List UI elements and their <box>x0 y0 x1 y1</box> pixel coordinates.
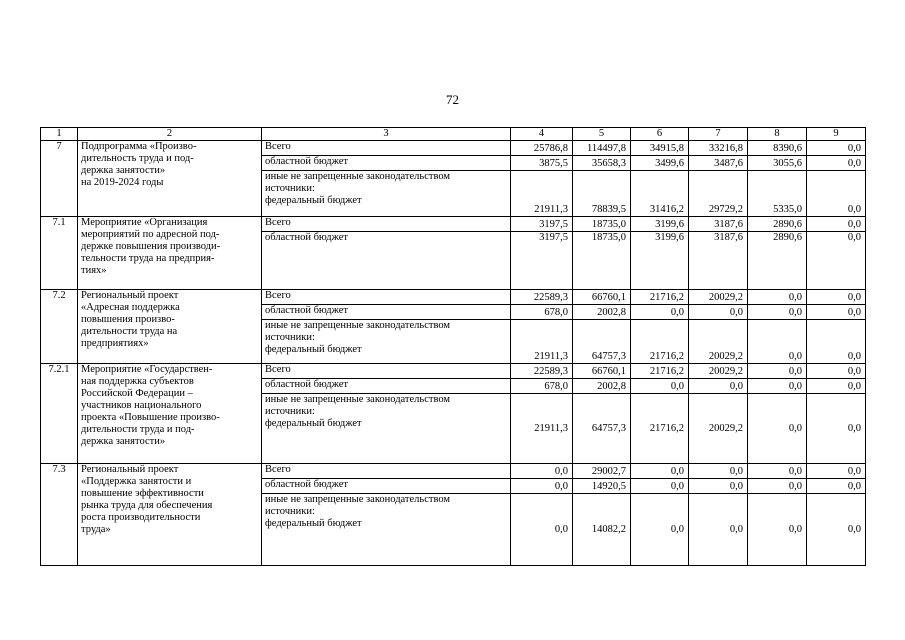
table-row <box>41 364 866 379</box>
value-cell: 21911,3 <box>511 320 573 364</box>
value-cell: 678,0 <box>511 305 573 320</box>
value-cell: 66760,1 <box>573 290 631 305</box>
header-cell: 5 <box>573 128 631 141</box>
value-cell: 64757,3 <box>573 394 631 464</box>
row-code: 7.1 <box>41 217 78 290</box>
value-cell: 0,0 <box>748 320 807 364</box>
value-cell: 0,0 <box>807 320 866 364</box>
funding-source: Всего <box>262 290 511 305</box>
value-cell: 21911,3 <box>511 171 573 217</box>
table-row <box>41 141 866 156</box>
value-cell: 678,0 <box>511 379 573 394</box>
value-cell: 3199,6 <box>631 232 689 290</box>
value-cell: 0,0 <box>689 494 748 566</box>
table-row <box>41 290 866 305</box>
value-cell: 0,0 <box>631 379 689 394</box>
header-cell: 8 <box>748 128 807 141</box>
value-cell: 3055,6 <box>748 156 807 171</box>
funding-source: Всего <box>262 217 511 232</box>
funding-source: областной бюджет <box>262 305 511 320</box>
value-cell: 0,0 <box>511 464 573 479</box>
value-cell: 29729,2 <box>689 171 748 217</box>
value-cell: 114497,8 <box>573 141 631 156</box>
value-cell: 0,0 <box>807 305 866 320</box>
header-cell: 2 <box>78 128 262 141</box>
value-cell: 0,0 <box>631 464 689 479</box>
funding-source: областной бюджет <box>262 479 511 494</box>
funding-source: областной бюджет <box>262 379 511 394</box>
table-row <box>41 464 866 479</box>
value-cell: 0,0 <box>807 156 866 171</box>
funding-source: Всего <box>262 464 511 479</box>
value-cell: 0,0 <box>807 217 866 232</box>
value-cell: 21716,2 <box>631 320 689 364</box>
value-cell: 20029,2 <box>689 394 748 464</box>
row-name: Мероприятие «Организация мероприятий по адресной под- держке повышения производи- тельности труда на предприя- тиях» <box>78 217 262 290</box>
header-cell: 4 <box>511 128 573 141</box>
value-cell: 3499,6 <box>631 156 689 171</box>
table-row <box>41 217 866 232</box>
value-cell: 78839,5 <box>573 171 631 217</box>
funding-source: Всего <box>262 364 511 379</box>
value-cell: 0,0 <box>631 479 689 494</box>
value-cell: 2890,6 <box>748 232 807 290</box>
row-name: Региональный проект «Поддержка занятости и повышение эффективности рынка труда для обеспечения роста производительности труда» <box>78 464 262 566</box>
value-cell: 21716,2 <box>631 364 689 379</box>
header-cell: 9 <box>807 128 866 141</box>
row-name: Мероприятие «Государствен- ная поддержка субъектов Российской Федерации – участников национального проекта «Повышение произво- дительности труда и под- держка занятости» <box>78 364 262 464</box>
value-cell: 2002,8 <box>573 379 631 394</box>
value-cell: 18735,0 <box>573 232 631 290</box>
value-cell: 0,0 <box>807 394 866 464</box>
value-cell: 0,0 <box>631 494 689 566</box>
funding-source: Всего <box>262 141 511 156</box>
funding-source: иные не запрещенные законодательством источники: федеральный бюджет <box>262 394 511 464</box>
value-cell: 66760,1 <box>573 364 631 379</box>
funding-source: иные не запрещенные законодательством источники: федеральный бюджет <box>262 494 511 566</box>
value-cell: 0,0 <box>748 290 807 305</box>
row-code: 7.2.1 <box>41 364 78 464</box>
header-cell: 1 <box>41 128 78 141</box>
budget-table <box>40 127 866 566</box>
value-cell: 0,0 <box>748 479 807 494</box>
value-cell: 20029,2 <box>689 364 748 379</box>
value-cell: 0,0 <box>807 232 866 290</box>
page-number: 72 <box>446 92 459 107</box>
value-cell: 14082,2 <box>573 494 631 566</box>
value-cell: 25786,8 <box>511 141 573 156</box>
value-cell: 21911,3 <box>511 394 573 464</box>
value-cell: 0,0 <box>748 305 807 320</box>
funding-source: областной бюджет <box>262 232 511 290</box>
value-cell: 8390,6 <box>748 141 807 156</box>
value-cell: 21716,2 <box>631 290 689 305</box>
value-cell: 3197,5 <box>511 232 573 290</box>
value-cell: 0,0 <box>689 379 748 394</box>
value-cell: 0,0 <box>807 364 866 379</box>
row-code: 7.3 <box>41 464 78 566</box>
value-cell: 0,0 <box>748 379 807 394</box>
value-cell: 31416,2 <box>631 171 689 217</box>
value-cell: 34915,8 <box>631 141 689 156</box>
value-cell: 0,0 <box>689 305 748 320</box>
value-cell: 0,0 <box>748 464 807 479</box>
funding-source: иные не запрещенные законодательством источники: федеральный бюджет <box>262 171 511 217</box>
row-code: 7 <box>41 141 78 217</box>
value-cell: 0,0 <box>511 494 573 566</box>
header-cell: 3 <box>262 128 511 141</box>
header-row <box>41 128 866 141</box>
row-code: 7.2 <box>41 290 78 364</box>
value-cell: 64757,3 <box>573 320 631 364</box>
value-cell: 3187,6 <box>689 232 748 290</box>
value-cell: 2890,6 <box>748 217 807 232</box>
value-cell: 0,0 <box>631 305 689 320</box>
value-cell: 0,0 <box>748 364 807 379</box>
value-cell: 0,0 <box>807 494 866 566</box>
value-cell: 29002,7 <box>573 464 631 479</box>
value-cell: 0,0 <box>807 464 866 479</box>
value-cell: 22589,3 <box>511 364 573 379</box>
value-cell: 0,0 <box>807 171 866 217</box>
value-cell: 0,0 <box>748 494 807 566</box>
value-cell: 0,0 <box>807 379 866 394</box>
value-cell: 0,0 <box>689 464 748 479</box>
value-cell: 3875,5 <box>511 156 573 171</box>
value-cell: 0,0 <box>511 479 573 494</box>
value-cell: 0,0 <box>689 479 748 494</box>
value-cell: 14920,5 <box>573 479 631 494</box>
value-cell: 5335,0 <box>748 171 807 217</box>
value-cell: 21716,2 <box>631 394 689 464</box>
row-name: Региональный проект «Адресная поддержка повышения произво- дительности труда на предприятиях» <box>78 290 262 364</box>
header-cell: 6 <box>631 128 689 141</box>
value-cell: 3487,6 <box>689 156 748 171</box>
row-name: Подпрограмма «Произво- дительность труда и под- держка занятости» на 2019-2024 годы <box>78 141 262 217</box>
funding-source: областной бюджет <box>262 156 511 171</box>
value-cell: 20029,2 <box>689 290 748 305</box>
value-cell: 2002,8 <box>573 305 631 320</box>
value-cell: 3199,6 <box>631 217 689 232</box>
value-cell: 3187,6 <box>689 217 748 232</box>
value-cell: 18735,0 <box>573 217 631 232</box>
value-cell: 20029,2 <box>689 320 748 364</box>
value-cell: 3197,5 <box>511 217 573 232</box>
value-cell: 35658,3 <box>573 156 631 171</box>
value-cell: 0,0 <box>748 394 807 464</box>
value-cell: 0,0 <box>807 479 866 494</box>
value-cell: 0,0 <box>807 290 866 305</box>
funding-source: иные не запрещенные законодательством источники: федеральный бюджет <box>262 320 511 364</box>
value-cell: 33216,8 <box>689 141 748 156</box>
header-cell: 7 <box>689 128 748 141</box>
value-cell: 22589,3 <box>511 290 573 305</box>
value-cell: 0,0 <box>807 141 866 156</box>
